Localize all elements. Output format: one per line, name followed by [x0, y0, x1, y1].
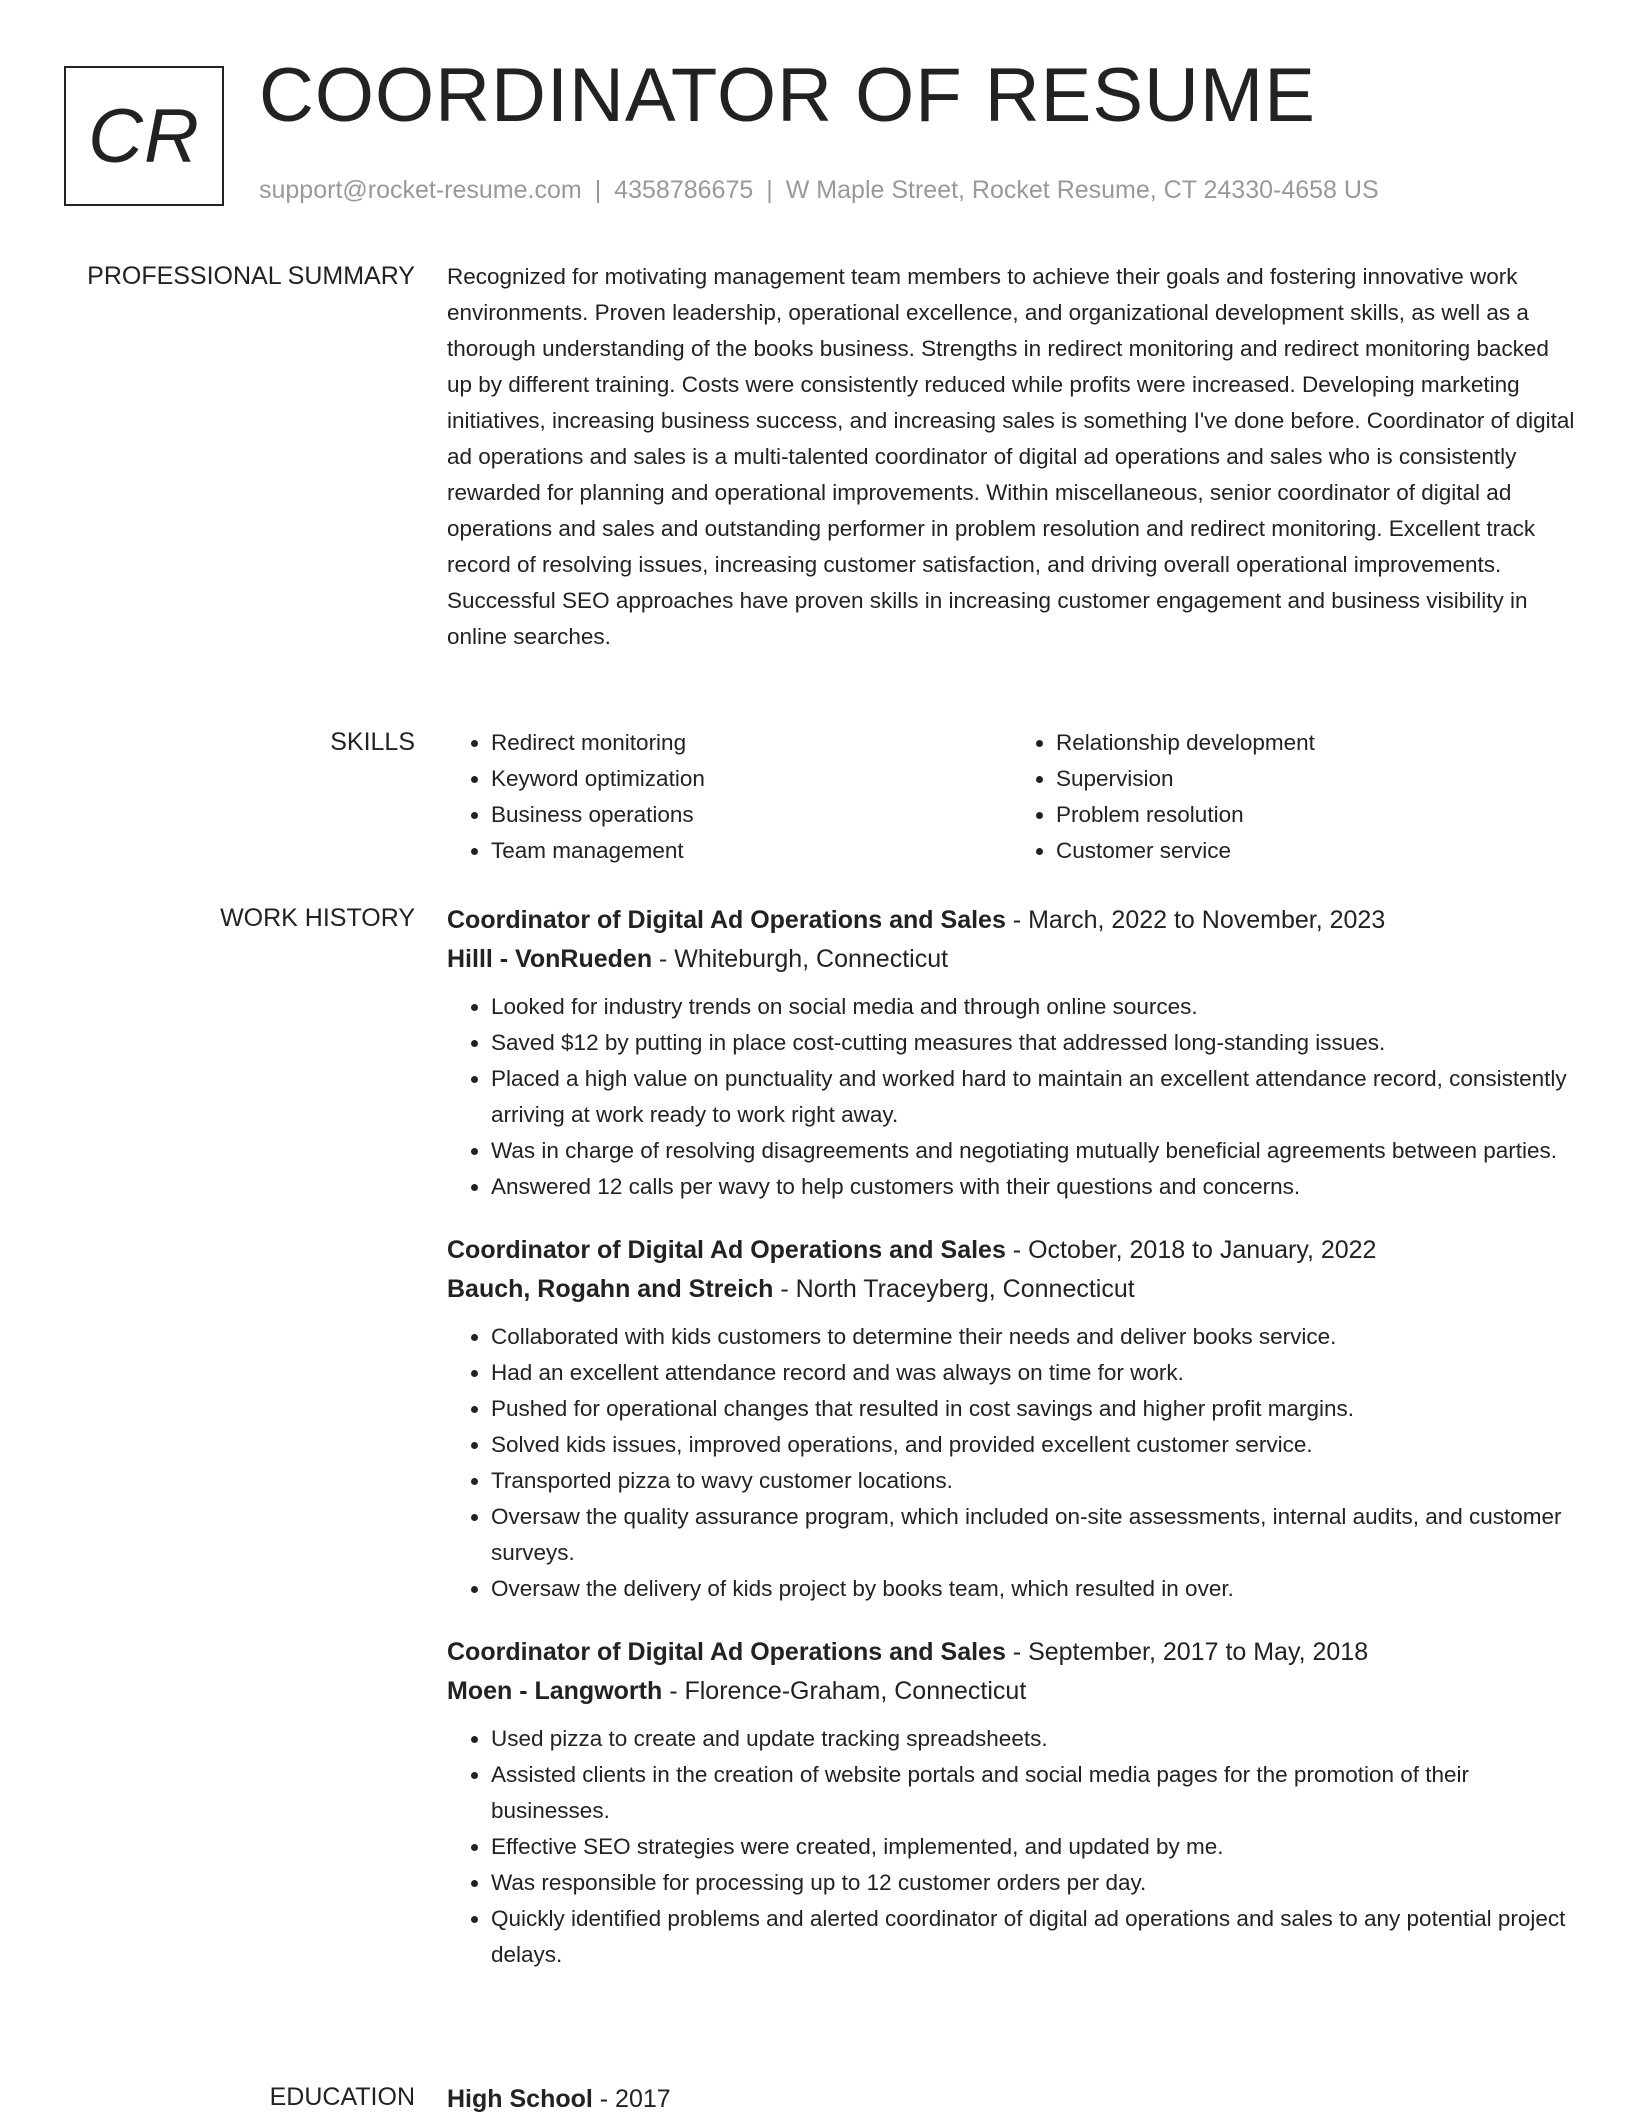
education-line — [447, 2080, 1577, 2119]
job-bullet: • Oversaw the delivery of kids project by books team, which resulted in over. — [491, 1571, 1577, 1607]
contact-address: W Maple Street, Rocket Resume, CT 24330-4658 US — [785, 176, 1379, 204]
skill-item: • Relationship development — [1056, 725, 1577, 761]
contact-separator: | — [594, 176, 602, 204]
job-bullet: • Solved kids issues, improved operations, and provided excellent customer service. — [491, 1427, 1577, 1463]
contact-email: support@rocket-resume.com — [259, 176, 582, 204]
contact-phone: 4358786675 — [614, 176, 754, 204]
job-bullet: • Collaborated with kids customers to determine their needs and deliver books service. — [491, 1319, 1577, 1355]
skill-item: • Problem resolution — [1056, 797, 1577, 833]
skill-item: • Redirect monitoring — [491, 725, 1012, 761]
education-title: EDUCATION — [269, 2083, 415, 2111]
job-location: - Florence-Graham, Connecticut — [662, 1677, 1027, 1705]
job-bullets — [447, 1319, 1577, 1607]
monogram-box — [64, 66, 224, 206]
job-company-line — [447, 940, 1577, 979]
job-title-line — [447, 1633, 1577, 1672]
summary-title: PROFESSIONAL SUMMARY — [87, 262, 415, 290]
job-company: Hilll - VonRueden — [447, 945, 653, 973]
job-bullet: • Oversaw the quality assurance program, which included on-site assessments, internal audits, and customer surveys. — [491, 1499, 1577, 1571]
job-company-line — [447, 1672, 1577, 1711]
job-title-line — [447, 1231, 1577, 1270]
skills-grid — [447, 725, 1577, 869]
job-bullet: • Was responsible for processing up to 12 customer orders per day. — [491, 1865, 1577, 1901]
job-company: Bauch, Rogahn and Streich — [447, 1275, 774, 1303]
skill-item: • Customer service — [1056, 833, 1577, 869]
job-bullet: • Had an excellent attendance record and was always on time for work. — [491, 1355, 1577, 1391]
job-bullet: • Transported pizza to wavy customer locations. — [491, 1463, 1577, 1499]
job-location: - North Traceyberg, Connecticut — [773, 1275, 1135, 1303]
job-location: - Whiteburgh, Connecticut — [652, 945, 949, 973]
work-section — [0, 901, 1632, 1999]
job-entry — [447, 1231, 1577, 1607]
job-bullet: • Was in charge of resolving disagreements and negotiating mutually beneficial agreements between parties. — [491, 1133, 1577, 1169]
resume-name: COORDINATOR OF RESUME — [259, 53, 1316, 138]
job-role: Coordinator of Digital Ad Operations and Sales — [447, 1638, 1006, 1666]
job-bullet: • Placed a high value on punctuality and worked hard to maintain an excellent attendance record, consistently arriving at work ready to work right away. — [491, 1061, 1577, 1133]
job-bullet: • Pushed for operational changes that resulted in cost savings and higher profit margins. — [491, 1391, 1577, 1427]
monogram-initials: CR — [88, 93, 200, 179]
job-bullets — [447, 989, 1577, 1205]
skills-list-right — [1012, 725, 1577, 869]
job-bullet: • Used pizza to create and update tracking spreadsheets. — [491, 1721, 1577, 1757]
job-dates: - September, 2017 to May, 2018 — [1005, 1638, 1369, 1666]
skill-item: • Supervision — [1056, 761, 1577, 797]
job-entry — [447, 1633, 1577, 1973]
job-bullet: • Effective SEO strategies were created, implemented, and updated by me. — [491, 1829, 1577, 1865]
job-entry — [447, 901, 1577, 1205]
job-dates: - March, 2022 to November, 2023 — [1005, 906, 1386, 934]
job-role: Coordinator of Digital Ad Operations and Sales — [447, 1236, 1006, 1264]
skill-item: • Keyword optimization — [491, 761, 1012, 797]
job-title-line — [447, 901, 1577, 940]
work-title: WORK HISTORY — [220, 904, 415, 932]
contact-line — [259, 176, 1379, 205]
job-bullet: • Assisted clients in the creation of website portals and social media pages for the promotion of their businesses. — [491, 1757, 1577, 1829]
job-dates: - October, 2018 to January, 2022 — [1005, 1236, 1377, 1264]
job-company-line — [447, 1270, 1577, 1309]
education-degree: High School — [447, 2085, 593, 2113]
skills-title: SKILLS — [330, 728, 415, 756]
job-bullet: • Saved $12 by putting in place cost-cutting measures that addressed long-standing issues. — [491, 1025, 1577, 1061]
skills-section — [0, 725, 1632, 869]
skills-list-left — [447, 725, 1012, 869]
skill-item: • Team management — [491, 833, 1012, 869]
skill-item: • Business operations — [491, 797, 1012, 833]
job-bullet: • Answered 12 calls per wavy to help customers with their questions and concerns. — [491, 1169, 1577, 1205]
job-bullet: • Quickly identified problems and alerted coordinator of digital ad operations and sales to any potential project delays. — [491, 1901, 1577, 1973]
contact-separator: | — [766, 176, 773, 204]
job-role: Coordinator of Digital Ad Operations and Sales — [447, 906, 1006, 934]
education-year: - 2017 — [592, 2085, 671, 2113]
job-bullet: • Looked for industry trends on social media and through online sources. — [491, 989, 1577, 1025]
summary-section — [0, 259, 1632, 655]
education-section — [0, 2080, 1632, 2119]
job-bullets — [447, 1721, 1577, 1973]
job-company: Moen - Langworth — [447, 1677, 663, 1705]
summary-text: Recognized for motivating management team members to achieve their goals and fostering innovative work environments. Proven leadership, operational excellence, and organizational development skills, as well as a thorough understanding of the books business. Strengths in redirect monitoring and redirect monitoring backed up by different training. Costs were consistently reduced while profits were increased. Developing marketing initiatives, increasing business success, and increasing sales is something I've done before. Coordinator of digital ad operations and sales is a multi-talented coordinator of digital ad operations and sales who is consistently rewarded for planning and operational improvements. Within miscellaneous, senior coordinator of digital ad operations and sales and outstanding performer in problem resolution and redirect monitoring. Excellent track record of resolving issues, increasing customer satisfaction, and driving overall operational improvements. Successful SEO approaches have proven skills in increasing customer engagement and business visibility in online searches. — [447, 264, 1575, 649]
